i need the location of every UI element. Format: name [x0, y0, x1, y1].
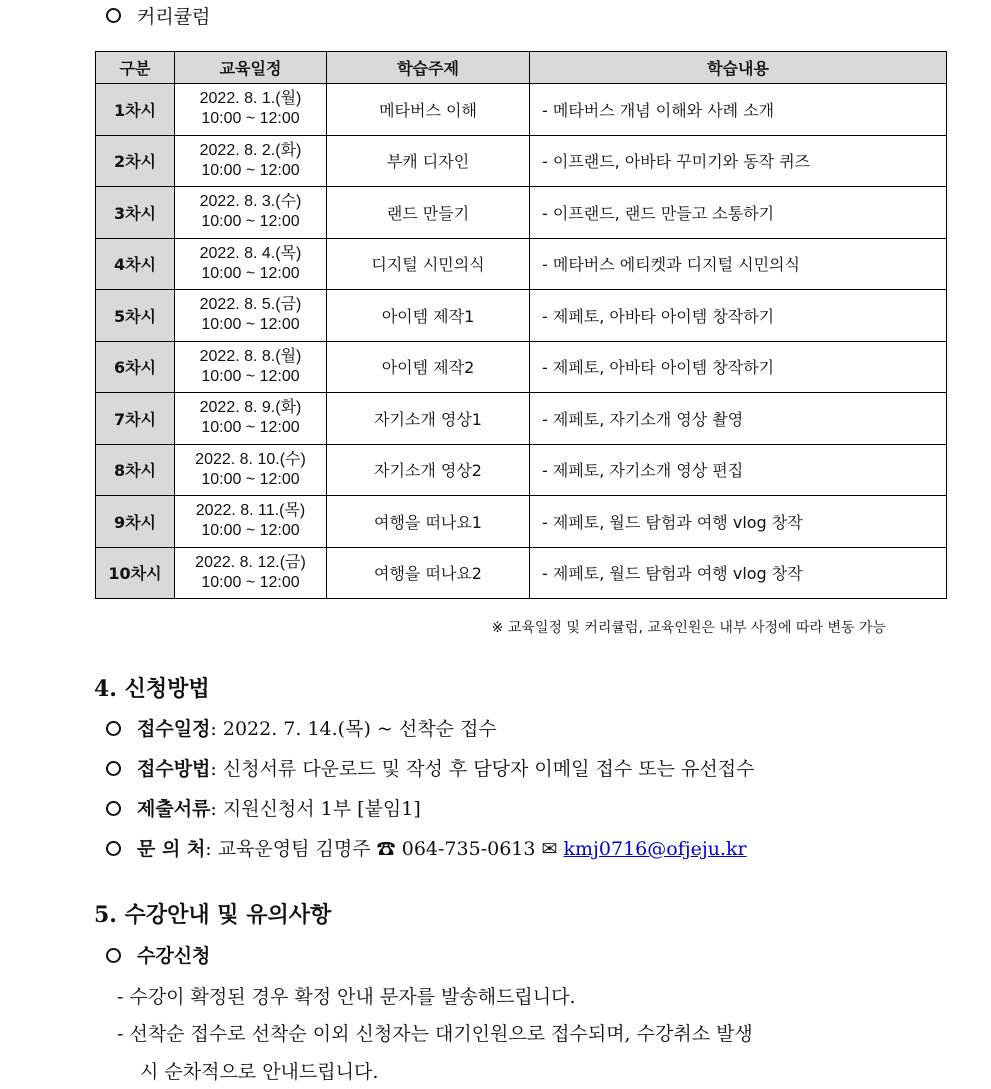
- date-text: 2022. 8. 12.(금): [195, 553, 306, 571]
- table-row: [96, 444, 947, 496]
- contact-line: [106, 834, 747, 861]
- date-cell: [175, 393, 327, 445]
- time-text: 10:00 ~ 12:00: [201, 419, 300, 437]
- time-text: 10:00 ~ 12:00: [201, 367, 300, 385]
- time-text: 10:00 ~ 12:00: [201, 213, 300, 231]
- date-cell: [175, 84, 327, 136]
- method-line: [106, 754, 754, 781]
- header-cell: 교육일정: [175, 52, 327, 84]
- schedule-label: 접수일정: [137, 718, 211, 740]
- date-text: 2022. 8. 1.(월): [199, 90, 302, 108]
- date-text: 2022. 8. 3.(수): [199, 193, 302, 211]
- hollow-circle-icon: [106, 801, 121, 816]
- time-text: 10:00 ~ 12:00: [201, 264, 300, 282]
- topic-cell: 여행을 떠나요1: [327, 496, 530, 548]
- time-text: 10:00 ~ 12:00: [201, 161, 300, 179]
- docs-value: : 지원신청서 1부 [붙임1]: [210, 798, 421, 820]
- email-link[interactable]: kmj0716@ofjeju.kr: [563, 838, 747, 860]
- date-cell: [175, 547, 327, 599]
- content-cell: - 제페토, 월드 탐험과 여행 vlog 창작: [530, 547, 947, 599]
- session-cell: 9차시: [96, 496, 175, 548]
- header-cell: 학습내용: [530, 52, 947, 84]
- table-row: [96, 187, 947, 239]
- table-header-row: [96, 52, 947, 84]
- time-text: 10:00 ~ 12:00: [201, 316, 300, 334]
- session-cell: 4차시: [96, 238, 175, 290]
- table-row: [96, 496, 947, 548]
- section5-title: 5. 수강안내 및 유의사항: [94, 902, 332, 928]
- date-text: 2022. 8. 5.(금): [199, 296, 302, 314]
- topic-cell: 아이템 제작2: [327, 341, 530, 393]
- content-cell: - 이프랜드, 아바타 꾸미기와 동작 퀴즈: [530, 135, 947, 187]
- content-cell: - 제페토, 아바타 아이템 창작하기: [530, 290, 947, 342]
- header-cell: 구분: [96, 52, 175, 84]
- curriculum-heading-text: 커리큘럼: [137, 6, 211, 28]
- hollow-circle-icon: [106, 8, 121, 23]
- hollow-circle-icon: [106, 948, 121, 963]
- date-cell: [175, 341, 327, 393]
- content-cell: - 제페토, 아바타 아이템 창작하기: [530, 341, 947, 393]
- topic-cell: 자기소개 영상2: [327, 444, 530, 496]
- content-cell: - 메타버스 에티켓과 디지털 시민의식: [530, 238, 947, 290]
- date-cell: [175, 238, 327, 290]
- registration-label: 수강신청: [137, 945, 211, 967]
- header-cell: 학습주제: [327, 52, 530, 84]
- content-cell: - 제페토, 자기소개 영상 편집: [530, 444, 947, 496]
- time-text: 10:00 ~ 12:00: [201, 470, 300, 488]
- date-text: 2022. 8. 10.(수): [195, 450, 306, 468]
- docs-label: 제출서류: [137, 798, 211, 820]
- date-cell: [175, 496, 327, 548]
- schedule-note: ※ 교육일정 및 커리큘럼, 교육인원은 내부 사정에 따라 변동 가능: [491, 620, 886, 636]
- session-cell: 3차시: [96, 187, 175, 239]
- session-cell: 10차시: [96, 547, 175, 599]
- hollow-circle-icon: [106, 761, 121, 776]
- session-cell: 5차시: [96, 290, 175, 342]
- session-cell: 1차시: [96, 84, 175, 136]
- docs-line: [106, 794, 421, 821]
- time-text: 10:00 ~ 12:00: [201, 573, 300, 591]
- table-row: [96, 547, 947, 599]
- section4-title: 4. 신청방법: [94, 676, 210, 702]
- date-cell: [175, 444, 327, 496]
- date-text: 2022. 8. 4.(목): [199, 244, 302, 262]
- notice-line-2: - 선착순 접수로 선착순 이외 신청자는 대기인원으로 접수되며, 수강취소 발생: [117, 1023, 753, 1045]
- contact-value: : 교육운영팀 김명주: [205, 838, 371, 860]
- notice-line-1: - 수강이 확정된 경우 확정 안내 문자를 발송해드립니다.: [117, 986, 576, 1008]
- date-text: 2022. 8. 2.(화): [199, 141, 302, 159]
- topic-cell: 자기소개 영상1: [327, 393, 530, 445]
- date-text: 2022. 8. 11.(목): [195, 502, 306, 520]
- method-label: 접수방법: [137, 758, 211, 780]
- schedule-line: [106, 714, 497, 741]
- content-cell: - 메타버스 개념 이해와 사례 소개: [530, 84, 947, 136]
- table-row: [96, 238, 947, 290]
- content-cell: - 제페토, 월드 탐험과 여행 vlog 창작: [530, 496, 947, 548]
- time-text: 10:00 ~ 12:00: [201, 110, 300, 128]
- topic-cell: 랜드 만들기: [327, 187, 530, 239]
- hollow-circle-icon: [106, 841, 121, 856]
- date-cell: [175, 290, 327, 342]
- session-cell: 7차시: [96, 393, 175, 445]
- schedule-value: : 2022. 7. 14.(목) ~ 선착순 접수: [210, 718, 497, 740]
- date-text: 2022. 8. 8.(월): [199, 347, 302, 365]
- session-cell: 2차시: [96, 135, 175, 187]
- hollow-circle-icon: [106, 721, 121, 736]
- registration-line: [106, 941, 210, 968]
- date-cell: [175, 135, 327, 187]
- notice-line-3: 시 순차적으로 안내드립니다.: [140, 1061, 379, 1083]
- table-row: [96, 84, 947, 136]
- time-text: 10:00 ~ 12:00: [201, 522, 300, 540]
- session-cell: 6차시: [96, 341, 175, 393]
- phone-icon: ☎: [376, 838, 396, 860]
- phone-number: 064-735-0613: [401, 838, 536, 860]
- date-cell: [175, 187, 327, 239]
- table-row: [96, 341, 947, 393]
- curriculum-heading: [106, 4, 210, 30]
- topic-cell: 부캐 디자인: [327, 135, 530, 187]
- curriculum-table: [95, 51, 947, 599]
- content-cell: - 제페토, 자기소개 영상 촬영: [530, 393, 947, 445]
- topic-cell: 아이템 제작1: [327, 290, 530, 342]
- mail-icon: ✉: [541, 838, 558, 860]
- table-row: [96, 290, 947, 342]
- topic-cell: 메타버스 이해: [327, 84, 530, 136]
- topic-cell: 디지털 시민의식: [327, 238, 530, 290]
- table-row: [96, 135, 947, 187]
- topic-cell: 여행을 떠나요2: [327, 547, 530, 599]
- date-text: 2022. 8. 9.(화): [199, 399, 302, 417]
- contact-label: 문 의 처: [137, 838, 206, 860]
- session-cell: 8차시: [96, 444, 175, 496]
- table-row: [96, 393, 947, 445]
- content-cell: - 이프랜드, 랜드 만들고 소통하기: [530, 187, 947, 239]
- method-value: : 신청서류 다운로드 및 작성 후 담당자 이메일 접수 또는 유선접수: [210, 758, 755, 780]
